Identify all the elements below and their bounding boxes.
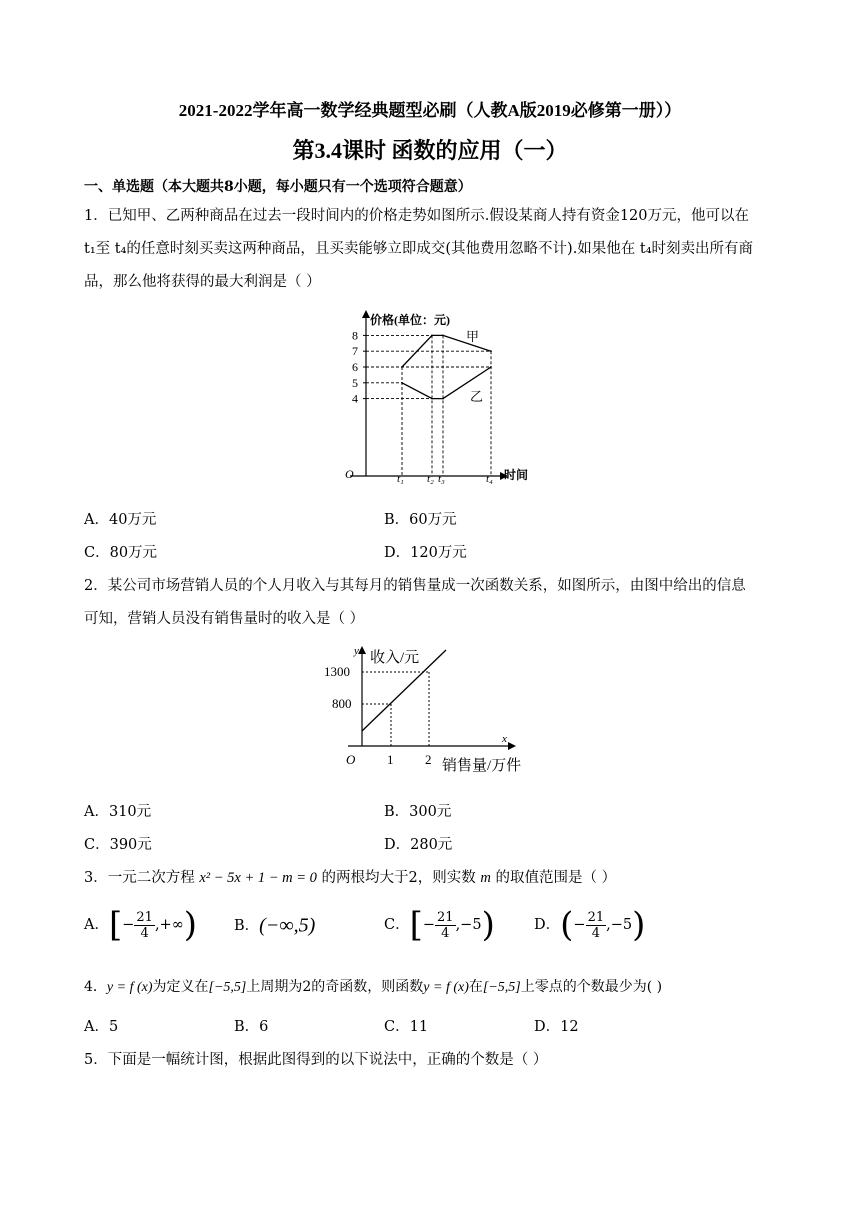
price-trend-chart: [330, 306, 540, 488]
q3-option-a: A．[− $\frac{21}{4}$ ,+∞): [84, 905, 198, 945]
q1-option-b: B．60万元: [384, 512, 457, 528]
y-tick-1300: 1300: [324, 664, 350, 679]
series-point-jia-4: [490, 350, 492, 352]
q5-text-line1: 5．下面是一幅统计图，根据此图得到的以下说法中，正确的个数是（ ）: [84, 1052, 548, 1068]
series-point-jia-1: [401, 366, 403, 368]
y-axis-arrow: [362, 310, 370, 318]
y-axis-arrow: [358, 646, 366, 654]
q1-option-a: A．40万元: [84, 512, 157, 528]
q1-text-line2: t₁至 t₄的任意时刻买卖这两种商品，且买卖能够立即成交(其他费用忽略不计).如果他在 t₄时刻卖出所有商: [84, 241, 754, 257]
series-point-yi-1: [401, 382, 403, 384]
series-point-jia-2: [431, 335, 433, 337]
x-tick-t2: t₂: [427, 473, 434, 485]
q4-option-a: A．5: [84, 1019, 119, 1035]
q2-option-d: D．280元: [384, 837, 453, 853]
y-tick-8: 8: [352, 328, 358, 343]
x-tick-t3: t₃: [438, 473, 445, 485]
q4-option-d: D．12: [534, 1019, 579, 1035]
q4-interval-2: [−5,5]: [482, 980, 521, 995]
document-subtitle: 2021-2022学年高一数学经典题型必刷（人教A版2019必修第一册））: [178, 101, 682, 120]
q2-option-a: A．310元: [84, 804, 152, 820]
series-point-yi-2: [431, 398, 433, 400]
series-label-yi: 乙: [470, 389, 484, 404]
q4-text: 4．y = f (x)为定义在[−5,5]上周期为2的奇函数，则函数y = f (x)在[−5,5]上零点的个数最少为( ): [84, 979, 663, 995]
q4-function-2: y = f (x): [423, 980, 469, 995]
x-tick-t1: t₁: [397, 473, 404, 485]
y-tick-5: 5: [352, 375, 358, 390]
series-point-yi-4: [490, 366, 492, 368]
q4-option-c: C．11: [384, 1019, 429, 1035]
q3-prefix: 3．一元二次方程: [84, 870, 195, 886]
y-tick-4: 4: [352, 391, 358, 406]
origin-label: O: [345, 467, 354, 481]
x-tick-t4: t₄: [486, 473, 493, 485]
q3-suffix: 的两根均大于2，则实数: [321, 870, 476, 886]
x-tick-1: 1: [387, 752, 394, 767]
q3-suffix2: 的取值范围是（ ）: [495, 870, 617, 886]
q3-option-b: B．(−∞,5): [234, 914, 316, 937]
q3-option-c: C．[− $\frac{21}{4}$ ,−5): [384, 905, 495, 945]
x-axis-name: x: [502, 733, 507, 745]
q2-option-b: B．300元: [384, 804, 452, 820]
y-tick-6: 6: [352, 360, 358, 374]
lesson-title: 第3.4课时 函数的应用（一）: [292, 138, 568, 163]
x-tick-2: 2: [425, 752, 432, 767]
q3-variable: m: [480, 870, 491, 886]
series-label-jia: 甲: [466, 329, 480, 344]
tick-labels: [352, 328, 493, 485]
income-sales-chart: [318, 642, 538, 778]
q4-interval-1: [−5,5]: [208, 980, 247, 995]
x-axis-label: 时间: [504, 468, 529, 482]
series-point-yi-3: [442, 398, 444, 400]
y-axis-name: y: [354, 645, 359, 657]
section-heading: 一、单选题（本大题共8小题，每小题只有一个选项符合题意）: [84, 179, 472, 195]
q1-text-line3: 品，那么他将获得的最大利润是（ ）: [84, 274, 321, 290]
q2-text-line2: 可知，营销人员没有销售量时的收入是（ ）: [84, 611, 365, 627]
series-point-jia-3: [442, 335, 444, 337]
q3-option-d: D．(− $\frac{21}{4}$ ,−5): [534, 905, 646, 945]
q4-option-b: B．6: [234, 1019, 269, 1035]
y-tick-800: 800: [332, 696, 352, 711]
grid-lines: [363, 335, 491, 476]
y-axis-label: 价格(单位：元): [370, 313, 450, 327]
q2-option-c: C．390元: [84, 837, 152, 853]
x-axis-arrow: [508, 742, 516, 750]
q2-text-line1: 2．某公司市场营销人员的个人月收入与其每月的销售量成一次函数关系，如图所示，由图中给出的信息: [84, 578, 746, 594]
q3-equation: x² − 5x + 1 − m = 0: [199, 870, 317, 886]
q4-function-1: y = f (x): [106, 980, 153, 995]
x-axis-label: 销售量/万件: [442, 758, 522, 774]
q1-option-c: C．80万元: [84, 545, 158, 561]
q1-option-d: D．120万元: [384, 545, 467, 561]
y-axis-label: 收入/元: [370, 650, 420, 666]
y-tick-7: 7: [352, 344, 358, 359]
origin-label: O: [346, 752, 356, 767]
q1-text-line1: 1．已知甲、乙两种商品在过去一段时间内的价格走势如图所示.假设某商人持有资金120万元，他可以在: [84, 208, 750, 224]
q3-text: [84, 866, 616, 887]
